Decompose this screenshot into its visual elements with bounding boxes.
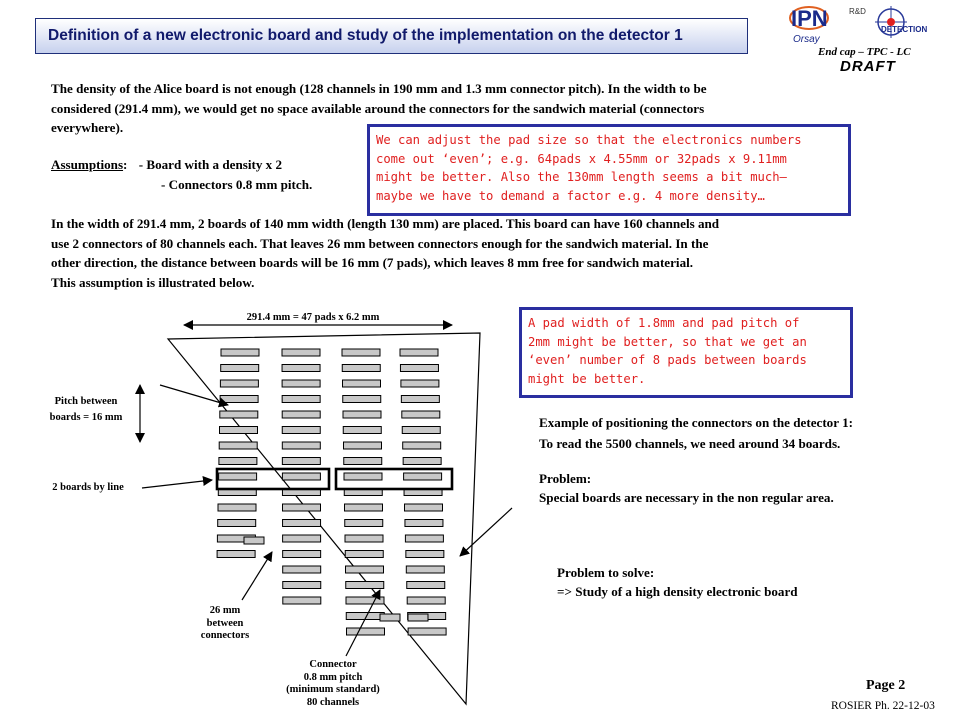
connector-label-line: Connector <box>309 659 357 670</box>
connector-pad <box>342 349 380 356</box>
connector-pad <box>408 628 446 635</box>
assumption-item: - Connectors 0.8 mm pitch. <box>161 176 313 192</box>
example-line: To read the 5500 channels, we need around 34 boards. <box>539 436 841 451</box>
connector-pad <box>346 566 384 573</box>
connector-pad <box>400 365 438 372</box>
connector-pad <box>283 520 321 527</box>
connector-label-line: 0.8 mm pitch <box>303 671 363 683</box>
comment-line: 2mm might be better, so that we get an <box>528 334 807 349</box>
connector-pad <box>220 380 258 387</box>
connector-pad <box>282 396 320 403</box>
example-pointer-arrow <box>460 508 512 556</box>
connector-pad <box>220 411 258 418</box>
intro-line: everywhere). <box>51 120 124 135</box>
problem-title: Problem: <box>539 471 592 486</box>
connector-pad <box>344 442 382 449</box>
connector-pad <box>283 504 321 511</box>
connector-pad <box>404 473 442 480</box>
connector-pad <box>344 458 382 465</box>
gap-label-line: between <box>206 617 244 629</box>
solve-title: Problem to solve: <box>557 565 655 580</box>
connector-pad <box>346 582 384 589</box>
connector-label <box>268 659 398 709</box>
comment-line: A pad width of 1.8mm and pad pitch of <box>528 316 800 330</box>
svg-text:IPN: IPN <box>791 6 828 31</box>
connector-pad <box>282 442 320 449</box>
body-line: use 2 connectors of 80 channels each. That leaves 26 mm between connectors enough for the sandwich material. In the <box>51 235 709 251</box>
pitch-label-line: boards = 16 mm <box>49 411 123 423</box>
solve-text <box>557 563 937 601</box>
connector-pad <box>402 427 440 434</box>
connector-pad <box>345 535 383 542</box>
subtitle: End cap – TPC - LC <box>818 46 911 58</box>
connector-pad <box>343 411 381 418</box>
connector-pad <box>345 504 383 511</box>
connector-pad <box>408 614 428 621</box>
connector-pad <box>345 520 383 527</box>
assumptions-label: Assumptions <box>51 157 124 172</box>
connector-pad <box>403 458 441 465</box>
connector-pad <box>244 537 264 544</box>
intro-line: The density of the Alice board is not enough (128 channels in 190 mm and 1.3 mm connector pitch). In the width to be <box>51 81 707 96</box>
detector-outline <box>168 333 480 704</box>
gap-pointer-arrow <box>242 552 272 600</box>
connector-pad <box>221 365 259 372</box>
author-date: ROSIER Ph. 22-12-03 <box>831 700 935 712</box>
svg-text:DETECTION: DETECTION <box>881 25 927 34</box>
connector-pad <box>403 442 441 449</box>
problem-text <box>539 469 949 507</box>
page-title: Definition of a new electronic board and study of the implementation on the detector 1 <box>48 27 683 44</box>
assumption-item: - Board with a density x 2 <box>138 157 283 172</box>
comment-line: We can adjust the pad size so that the electronics numbers <box>376 133 802 147</box>
gap-label-line: 26 mm <box>209 605 241 616</box>
problem-line: Special boards are necessary in the non regular area. <box>539 490 834 505</box>
comment-line: ‘even’ number of 8 pads between boards <box>528 353 807 367</box>
connector-pad <box>282 349 320 356</box>
connector-pad <box>219 473 257 480</box>
connector-pad <box>343 427 381 434</box>
connector-label-line: 80 channels <box>306 696 360 708</box>
connector-pad <box>401 380 439 387</box>
pitch-label <box>30 396 142 424</box>
body-line: other direction, the distance between boards will be 16 mm (7 pads), which leaves 8 mm free for sandwich material. <box>51 255 694 270</box>
connector-pad <box>218 520 256 527</box>
connector-pad <box>380 614 400 621</box>
svg-text:R&D: R&D <box>849 7 866 16</box>
intro-line: considered (291.4 mm), we would get no space available around the connectors for the sandwich material (connectors <box>51 100 705 116</box>
connector-pad <box>406 566 444 573</box>
connector-pad <box>283 597 321 604</box>
connector-pad <box>407 597 445 604</box>
boards-per-line-label: 2 boards by line <box>52 482 124 493</box>
comment-line: might be better. Also the 130mm length seems a bit much— <box>376 170 787 184</box>
connector-pad <box>344 473 382 480</box>
example-text <box>539 413 949 453</box>
connector-pad <box>220 427 258 434</box>
connector-pad <box>217 551 255 558</box>
connector-pad <box>347 628 385 635</box>
comment-line: come out ‘even’; e.g. 64pads x 4.55mm or 32pads x 9.11mm <box>376 151 787 166</box>
connector-pad <box>402 411 440 418</box>
body-line: This assumption is illustrated below. <box>51 274 255 290</box>
page-number: Page 2 <box>866 678 906 693</box>
draft-label: DRAFT <box>840 58 896 75</box>
connector-pad <box>342 365 380 372</box>
connector-pad <box>283 566 321 573</box>
connector-pad <box>282 473 320 480</box>
connector-pad <box>218 504 256 511</box>
connector-pad <box>407 582 445 589</box>
pitch-pointer-arrow <box>160 385 228 405</box>
comment-line: maybe we have to demand a factor e.g. 4 more density… <box>376 188 765 203</box>
connector-pad <box>282 458 320 465</box>
connector-pad <box>343 380 381 387</box>
connector-pad <box>219 458 257 465</box>
connector-pad <box>405 504 443 511</box>
width-label: 291.4 mm = 47 pads x 6.2 mm <box>246 312 380 323</box>
connector-pad <box>401 396 439 403</box>
gap-label <box>185 605 265 643</box>
body-line: In the width of 291.4 mm, 2 boards of 140 mm width (length 130 mm) are placed. This board can have 160 channels and <box>51 216 720 231</box>
connector-pad <box>282 427 320 434</box>
connector-pad <box>219 442 257 449</box>
svg-text:Orsay: Orsay <box>793 34 820 45</box>
connector-pad <box>283 535 321 542</box>
connector-pad <box>345 551 383 558</box>
comment-line: might be better. <box>528 371 646 386</box>
connector-pad <box>405 520 443 527</box>
example-line: Example of positioning the connectors on the detector 1: <box>539 415 853 430</box>
connector-pad <box>405 535 443 542</box>
connector-pad <box>282 365 320 372</box>
connector-pad <box>282 380 320 387</box>
connector-pad <box>220 396 258 403</box>
connector-pad <box>343 396 381 403</box>
pitch-label-line: Pitch between <box>54 396 118 407</box>
connector-label-line: (minimum standard) <box>286 684 380 695</box>
connector-pad <box>221 349 259 356</box>
boards-pointer-arrow <box>142 480 212 488</box>
connector-pad <box>400 349 438 356</box>
connector-pad <box>283 582 321 589</box>
assumptions-colon: : <box>123 157 128 172</box>
solve-line: => Study of a high density electronic board <box>557 584 798 599</box>
connector-pad <box>283 551 321 558</box>
connector-pad <box>346 597 384 604</box>
gap-label-line: connectors <box>200 630 250 641</box>
connector-pad <box>406 551 444 558</box>
connector-pad <box>282 411 320 418</box>
